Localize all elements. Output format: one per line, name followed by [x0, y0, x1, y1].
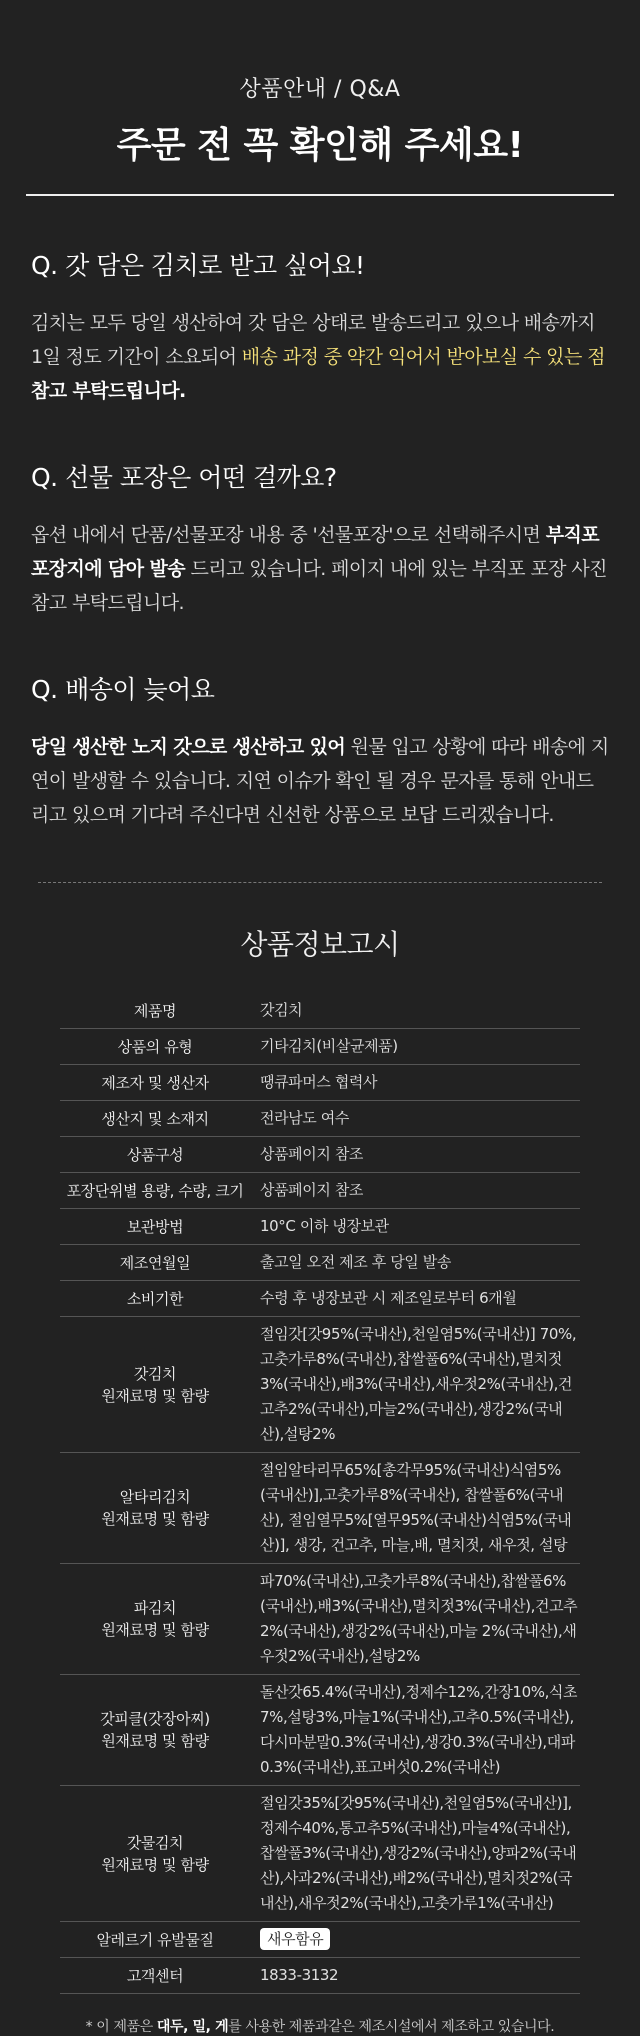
row-label: 생산지 및 소재지 — [101, 1109, 209, 1128]
row-label: 포장단위별 용량, 수량, 크기 — [66, 1181, 244, 1200]
row-value: 절임갓[갓95%(국내산),천일염5%(국내산)] 70%, 고춧가루8%(국내산),찹쌀풀6%(국내산),멸치젓3%(국내산),배3%(국내산),새우젓2%(국내산),건고추2%(국내산),마늘2%(국내산),생강2%(국내산),설탕2% — [260, 1325, 577, 1443]
row-label: 갓김치 원재료명 및 함량 — [101, 1364, 209, 1405]
notice-title: 상품정보고시 — [240, 928, 400, 961]
row-label: 상품의 유형 — [117, 1037, 193, 1056]
table-row — [60, 1065, 580, 1101]
answer-highlight: 배송 과정 중 약간 익어서 받아보실 수 있는 점 — [241, 346, 605, 368]
table-row — [60, 1675, 580, 1786]
table-row — [60, 993, 580, 1029]
title-divider — [26, 194, 614, 196]
table-row — [60, 1958, 580, 1994]
table-row — [60, 1564, 580, 1675]
table-row — [60, 1453, 580, 1564]
row-value: 수령 후 냉장보관 시 제조일로부터 6개월 — [260, 1289, 517, 1307]
row-value: 갓김치 — [260, 1001, 303, 1019]
question-gift-wrap: Q. 선물 포장은 어떤 걸까요? — [31, 463, 337, 492]
table-row — [60, 1317, 580, 1453]
row-value: 기타김치(비살균제품) — [260, 1037, 398, 1055]
table-row — [60, 1922, 580, 1958]
row-label: 고객센터 — [126, 1966, 184, 1985]
row-label: 알레르기 유발물질 — [96, 1930, 214, 1949]
row-label: 보관방법 — [126, 1217, 184, 1236]
row-value: 절임알타리무65%[총각무95%(국내산)식염5%(국내산)],고춧가루8%(국내산), 찹쌀풀6%(국내산), 절임열무5%[열무95%(국내산)식염5%(국내산)], 생강, 건고추, 마늘,배, 멸치젓, 새우젓, 설탕 — [260, 1461, 572, 1554]
qa-item-shipping-delay — [31, 670, 609, 832]
page-title: 주문 전 꼭 확인해 주세요! — [116, 125, 524, 166]
row-label: 소비기한 — [126, 1289, 184, 1308]
footnote: * 이 제품은 대두, 밀, 게를 사용한 제품과같은 제조시설에서 제조하고 있습니다. — [85, 2019, 555, 2035]
row-value: 파70%(국내산),고춧가루8%(국내산),찹쌀풀6%(국내산),배3%(국내산),멸치젓3%(국내산),건고추2%(국내산),생강2%(국내산),마늘 2%(국내산),새우젓2%(국내산),설탕2% — [260, 1572, 578, 1665]
row-label: 파김치 원재료명 및 함량 — [101, 1599, 209, 1639]
row-label: 상품구성 — [126, 1145, 184, 1164]
row-value: 절임갓35%[갓95%(국내산),천일염5%(국내산)],정제수40%,통고추5%(국내산),마늘4%(국내산),찹쌀풀3%(국내산),생강2%(국내산),양파2%(국내산),사과2%(국내산),배2%(국내산),멸치젓2%(국내산),새우젓2%(국내산),고춧가루1%(국내산) — [260, 1794, 577, 1912]
question-fresh-kimchi: Q. 갓 담은 김치로 받고 싶어요! — [31, 251, 365, 280]
qa-section — [0, 246, 640, 832]
row-value: 상품페이지 참조 — [260, 1145, 363, 1163]
row-value: 땡큐파머스 협력사 — [260, 1073, 378, 1091]
answer-gift-wrap: 옵션 내에서 단품/선물포장 내용 중 '선물포장'으로 선택해주시면 부직포 포장지에 담아 발송 드리고 있습니다. 페이지 내에 있는 부직포 포장 사진 참고 부탁드립니다. — [31, 524, 607, 614]
table-row — [60, 1245, 580, 1281]
row-value — [250, 1922, 580, 1958]
row-value: 1833-3132 — [260, 1966, 339, 1984]
row-label: 알타리김치 원재료명 및 함량 — [101, 1488, 209, 1528]
table-row — [60, 1209, 580, 1245]
qa-item-gift-wrap — [31, 458, 609, 620]
row-label: 갓피클(갓장아찌) 원재료명 및 함량 — [100, 1710, 210, 1750]
table-row — [60, 1029, 580, 1065]
answer-fresh-kimchi: 김치는 모두 당일 생산하여 갓 담은 상태로 발송드리고 있으나 배송까지 1일 정도 기간이 소요되어 배송 과정 중 약간 익어서 받아보실 수 있는 점 참고 부탁드립니다. — [31, 312, 605, 402]
qa-item-fresh-kimchi — [31, 246, 609, 408]
row-label: 제품명 — [133, 1001, 177, 1020]
row-label: 갓물김치 원재료명 및 함량 — [101, 1833, 209, 1874]
row-value: 전라남도 여수 — [260, 1109, 349, 1127]
answer-shipping-delay: 당일 생산한 노지 갓으로 생산하고 있어 원물 입고 상황에 따라 배송에 지연이 발생할 수 있습니다. 지연 이슈가 확인 될 경우 문자를 통해 안내드리고 있으며 기다려 주신다면 신선한 상품으로 보답 드리겠습니다. — [31, 736, 609, 826]
section-divider — [38, 882, 602, 883]
row-value: 돌산갓65.4%(국내산),정제수12%,간장10%,식초7%,설탕3%,마늘1%(국내산),고추0.5%(국내산),다시마분말0.3%(국내산),생강0.3%(국내산),대파0.3%(국내산),표고버섯0.2%(국내산) — [260, 1683, 578, 1776]
row-label: 제조연월일 — [119, 1253, 191, 1272]
allergen-badge: 새우함유 — [260, 1928, 330, 1950]
question-shipping-delay: Q. 배송이 늦어요 — [31, 675, 215, 704]
table-row — [60, 1101, 580, 1137]
table-row — [60, 1137, 580, 1173]
product-info-table — [60, 993, 580, 1994]
row-label: 제조자 및 생산자 — [101, 1073, 209, 1092]
row-value: 10°C 이하 냉장보관 — [260, 1217, 389, 1235]
row-value: 출고일 오전 제조 후 당일 발송 — [260, 1253, 451, 1271]
page-eyebrow: 상품안내 / Q&A — [239, 77, 401, 102]
table-row — [60, 1281, 580, 1317]
table-row — [60, 1173, 580, 1209]
row-value: 상품페이지 참조 — [260, 1181, 363, 1199]
table-row — [60, 1786, 580, 1922]
